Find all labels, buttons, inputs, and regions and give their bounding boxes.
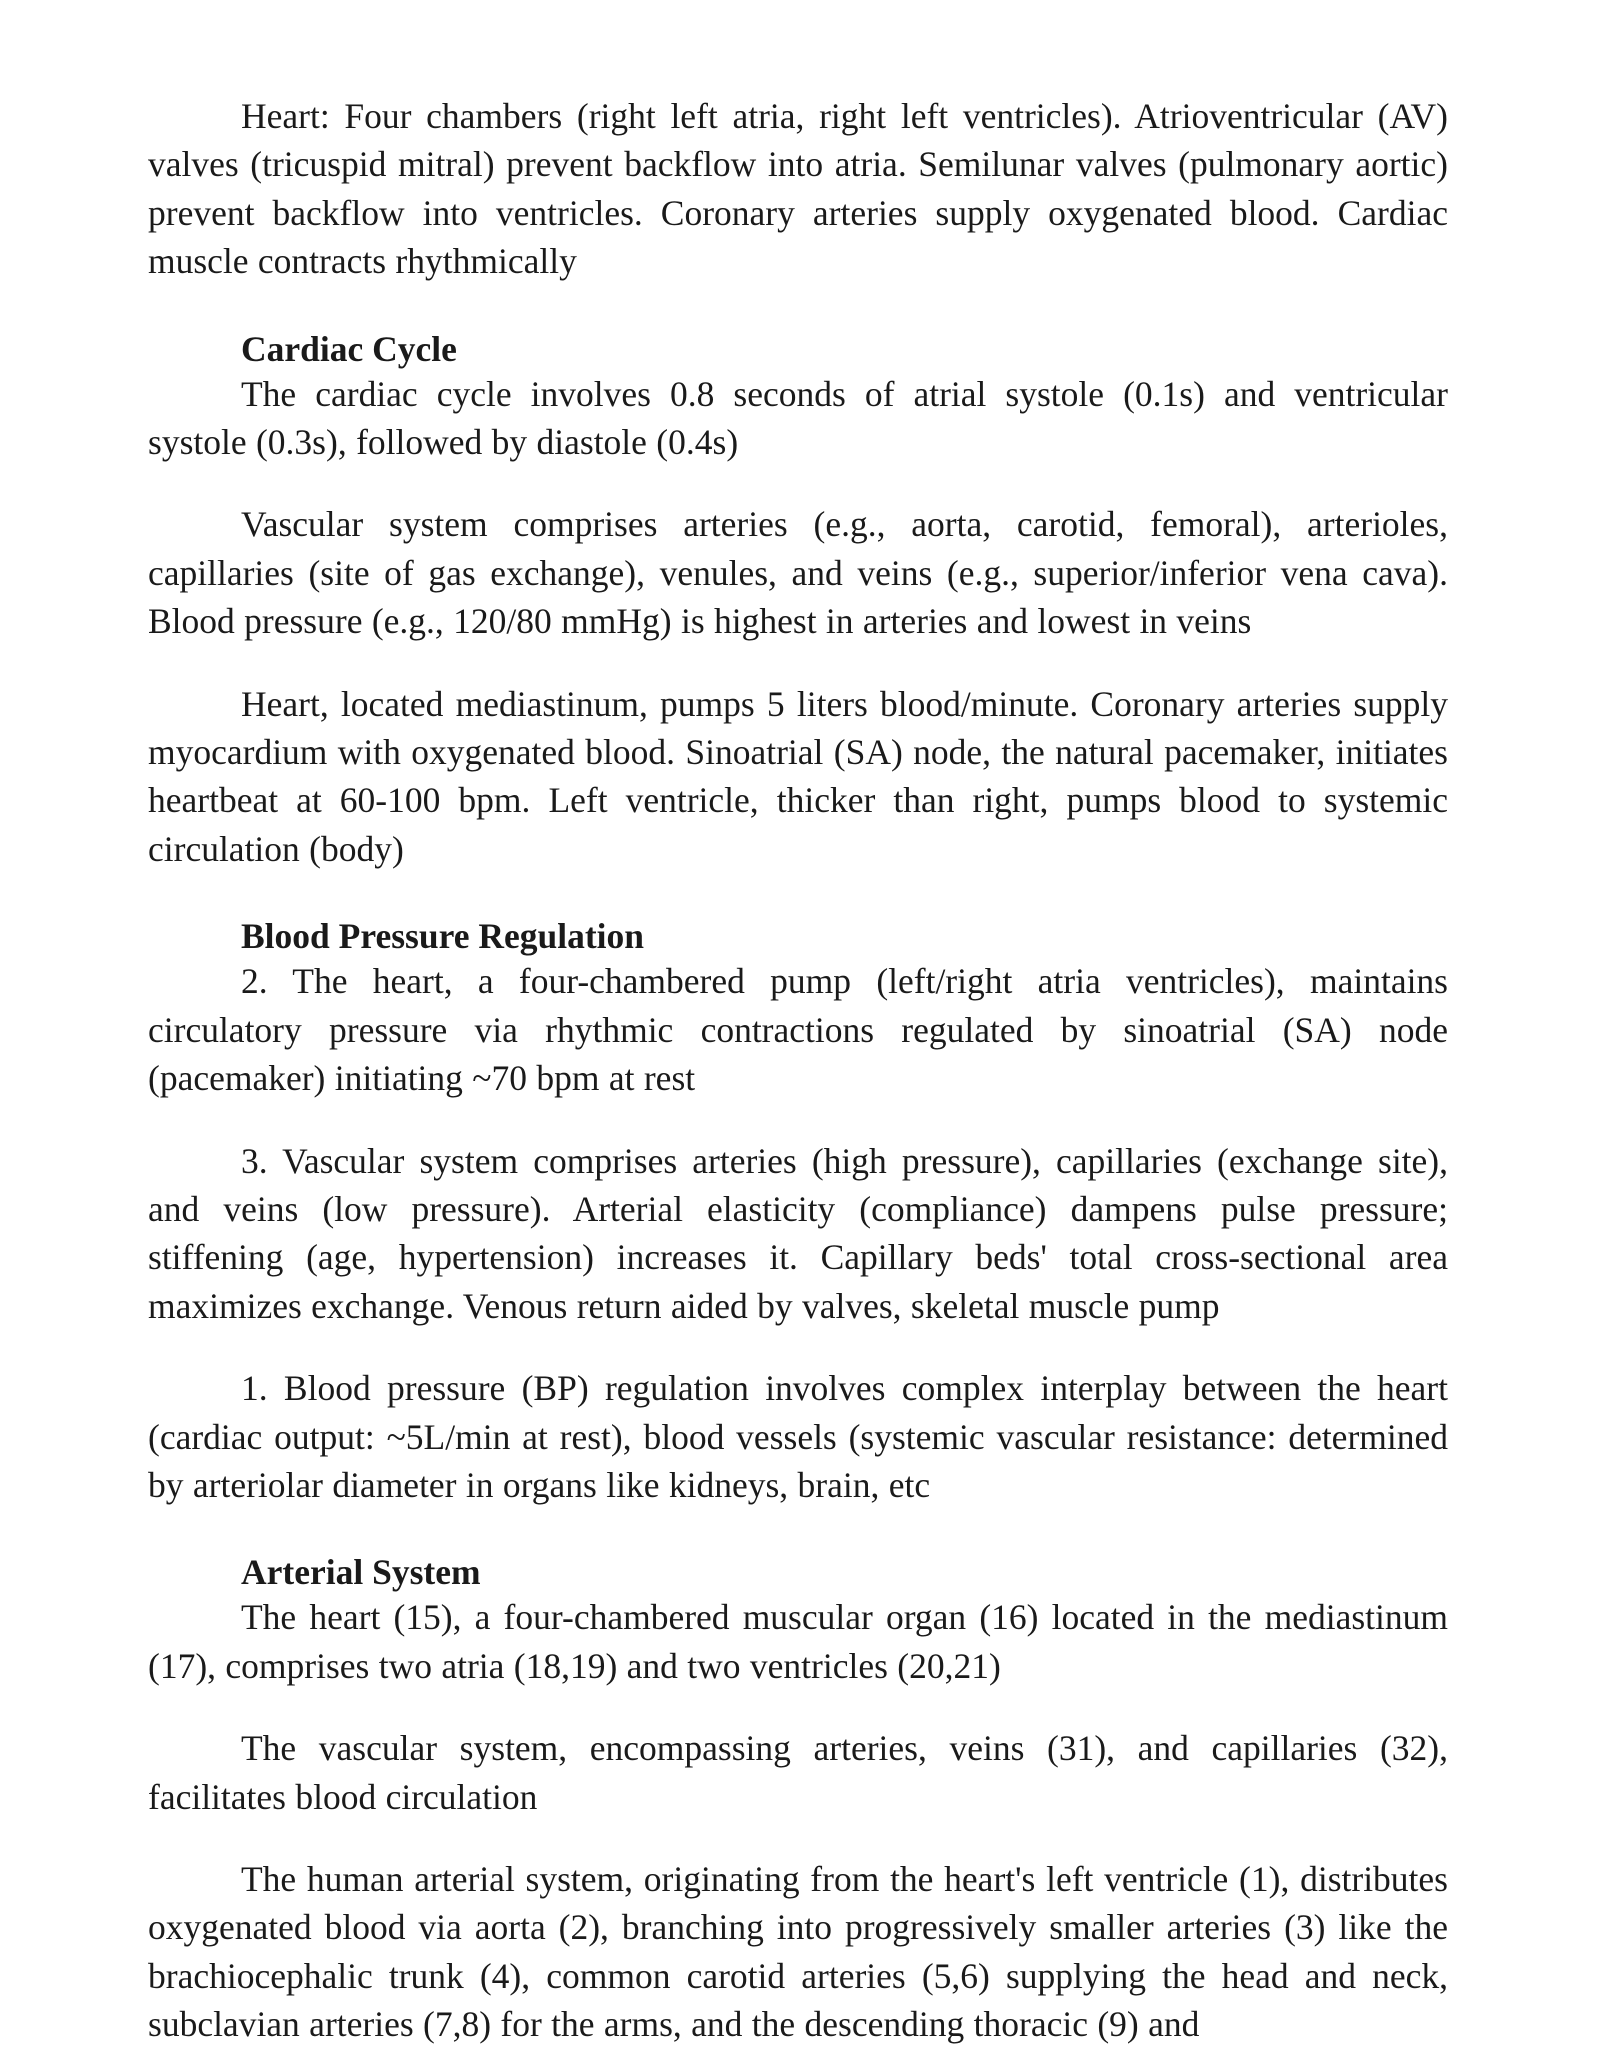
spacer xyxy=(148,1103,1448,1137)
paragraph-heart-pump: 2. The heart, a four-chambered pump (left/right atria ventricles), maintains circulatory pressure via rhythmic contractions regulated by sinoatrial (SA) node (pacemaker) initiating ~70 bpm at rest xyxy=(148,961,1448,1099)
paragraph-vascular-circulation: The vascular system, encompassing arteries, veins (31), and capillaries (32), facilitates blood circulation xyxy=(148,1728,1448,1817)
heading-cardiac-cycle: Cardiac Cycle xyxy=(241,328,457,369)
spacer xyxy=(148,1330,1448,1364)
paragraph-cardiac-cycle: The cardiac cycle involves 0.8 seconds of atrial systole (0.1s) and ventricular systole (0.3s), followed by diastole (0.4s) xyxy=(148,373,1448,463)
paragraph-arterial-system: The human arterial system, originating from the heart's left ventricle (1), distributes oxygenated blood via aorta (2), branching into progressively smaller arteries (3) like the brachiocephalic trunk (4), common carotid arteries (5,6) supplying the head and neck, subclavian arteries (7,8) for the arms, and the descending thoracic (9) and xyxy=(148,1858,1448,2045)
spacer xyxy=(148,1509,1448,1551)
spacer xyxy=(148,1690,1448,1724)
spacer xyxy=(148,286,1448,328)
paragraph-heart-chambers: Heart: Four chambers (right left atria, right left ventricles). Atrioventricular (AV) valves (tricuspid mitral) prevent backflow into atria. Semilunar valves (pulmonary aortic) prevent backflow into ventricles. Coronary arteries supply oxygenated blood. Cardiac muscle contracts rhythmically xyxy=(148,96,1448,282)
paragraph-bp-regulation: 1. Blood pressure (BP) regulation involves complex interplay between the heart (cardiac output: ~5L/min at rest), blood vessels (systemic vascular resistance: determined by arteriolar diameter in organs like kidneys, brain, etc xyxy=(148,1368,1448,1505)
paragraph-heart-organ: The heart (15), a four-chambered muscular organ (16) located in the mediastinum (17), comprises two atria (18,19) and two ventricles (20,21) xyxy=(148,1597,1448,1686)
spacer xyxy=(148,646,1448,680)
paragraph-heart-mediastinum: Heart, located mediastinum, pumps 5 liters blood/minute. Coronary arteries supply myocardium with oxygenated blood. Sinoatrial (SA) node, the natural pacemaker, initiates heartbeat at 60-100 bpm. Left ventricle, thicker than right, pumps blood to systemic circulation (body) xyxy=(148,683,1448,869)
spacer xyxy=(148,1821,1448,1855)
spacer xyxy=(148,873,1448,915)
spacer xyxy=(148,466,1448,500)
document-page xyxy=(148,92,1448,2049)
paragraph-vascular-pressure: 3. Vascular system comprises arteries (high pressure), capillaries (exchange site), and veins (low pressure). Arterial elasticity (compliance) dampens pulse pressure; stiffening (age, hypertension) increases it. Capillary beds' total cross-sectional area maximizes exchange. Venous return aided by valves, skeletal muscle pump xyxy=(148,1140,1448,1326)
heading-blood-pressure-regulation: Blood Pressure Regulation xyxy=(241,916,645,957)
heading-arterial-system: Arterial System xyxy=(241,1552,481,1593)
paragraph-vascular-system: Vascular system comprises arteries (e.g., aorta, carotid, femoral), arterioles, capillaries (site of gas exchange), venules, and veins (e.g., superior/inferior vena cava). Blood pressure (e.g., 120/80 mmHg) is highest in arteries and lowest in veins xyxy=(148,504,1448,642)
